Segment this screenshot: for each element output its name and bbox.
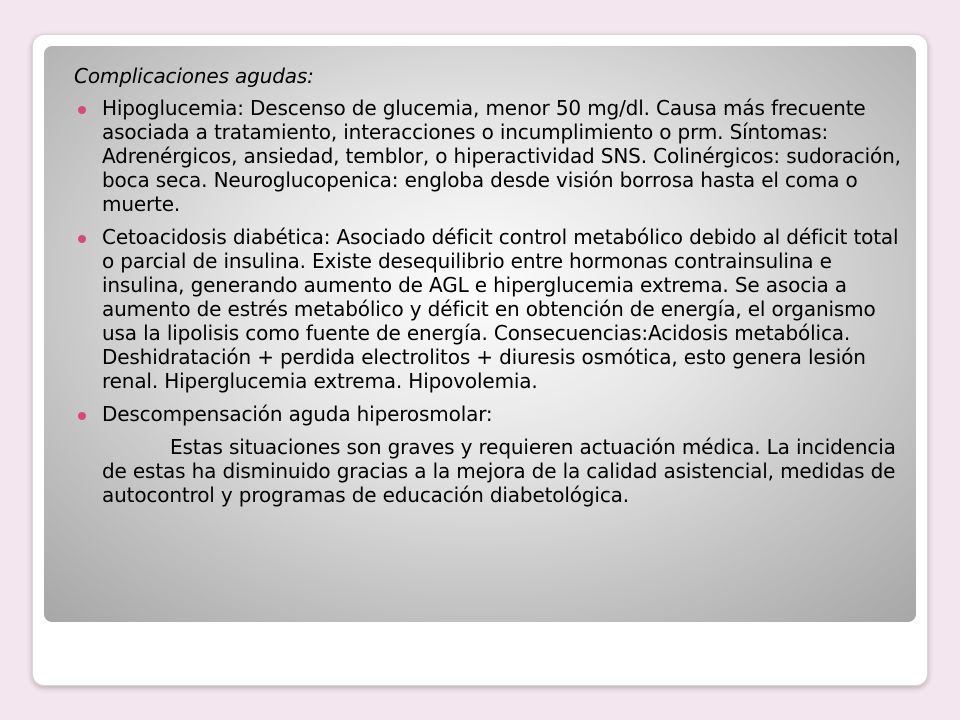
bullet-dot-icon: [78, 235, 86, 243]
list-item: [74, 402, 904, 426]
section-heading: Complicaciones agudas:: [74, 64, 314, 88]
list-item-text: Cetoacidosis diabética: Asociado déficit control metabólico debido al déficit total o parcial de insulina. Existe desequilibrio entre hormonas contrainsulina e insulina, generando aumento de AGL e hiperglucemia extrema. Se asocia a aumento de estrés metabólico y déficit en obtención de energía, el organismo usa la lipolisis como fuente de energía. Consecuencias:Acidosis metabólica. Deshidratación + perdida electrolitos + diuresis osmótica, esto genera lesión renal. Hiperglucemia extrema. Hipovolemia.: [102, 225, 899, 393]
list-item-text: Hipoglucemia: Descenso de glucemia, menor 50 mg/dl. Causa más frecuente asociada a tratamiento, interacciones o incumplimiento o prm. Síntomas: Adrenérgicos, ansiedad, temblor, o hiperactividad SNS. Colinérgicos: sudoración, boca seca. Neuroglucopenica: engloba desde visión borrosa hasta el coma o muerte.: [102, 96, 901, 216]
bullet-dot-icon: [78, 412, 86, 420]
list-item: [74, 225, 904, 393]
slide-content: [74, 64, 904, 507]
bullet-dot-icon: [78, 106, 86, 114]
closing-paragraph: Estas situaciones son graves y requieren actuación médica. La incidencia de estas ha disminuido gracias a la mejora de la calidad asistencial, medidas de autocontrol y programas de educación diabetológica.: [102, 435, 896, 507]
list-item-text: Descompensación aguda hiperosmolar:: [102, 402, 493, 426]
bullet-list: [74, 96, 904, 426]
list-item: [74, 96, 904, 216]
